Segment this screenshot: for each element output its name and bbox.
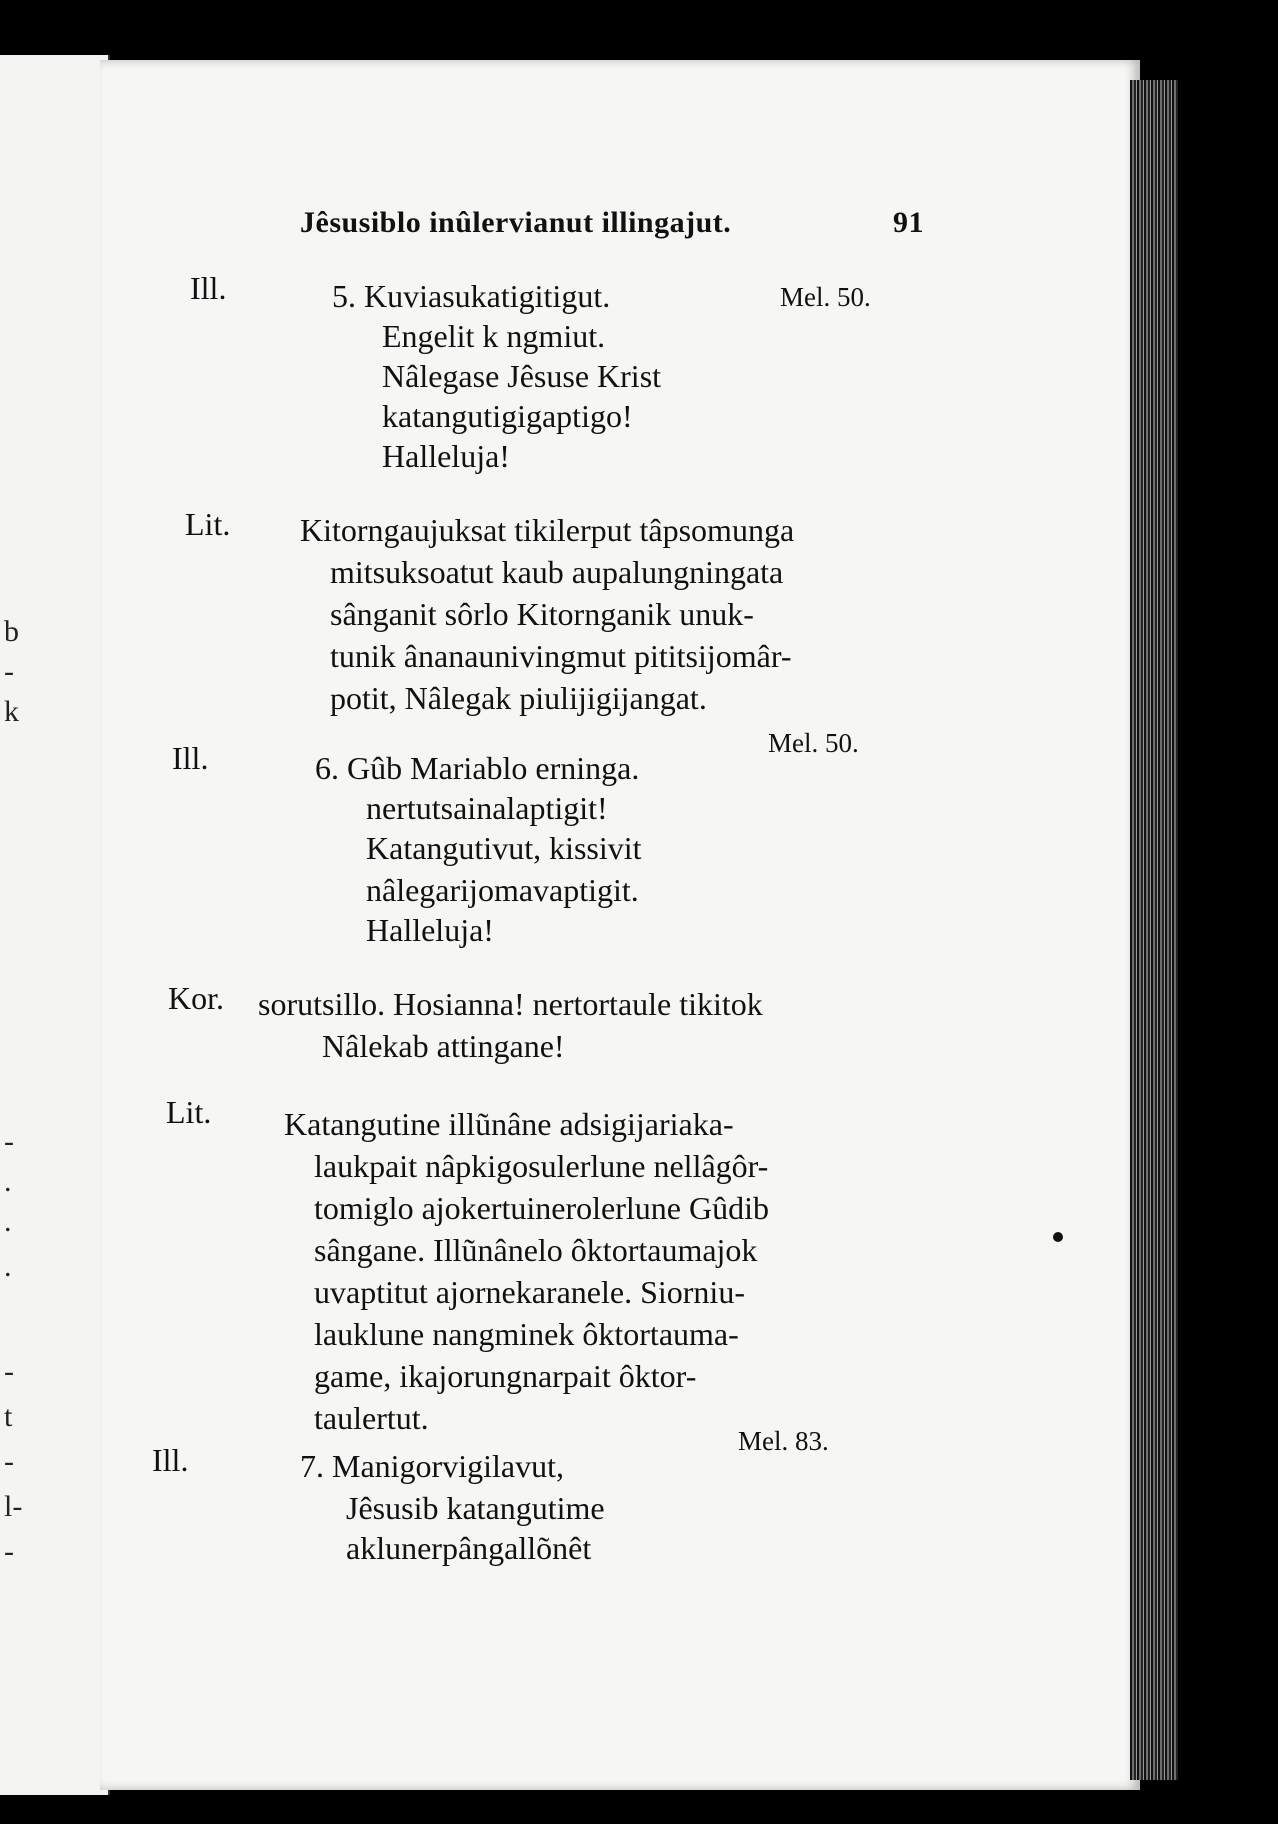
left-fragment: - [4, 1355, 14, 1388]
book-page [100, 60, 1140, 1790]
verse-line: Nâlegase Jêsuse Krist [382, 358, 662, 394]
running-header: Jêsusiblo inûlervianut illingajut. [300, 206, 732, 239]
page-stack-edge [1130, 80, 1178, 1780]
verse-line: katangutigigaptigo! [382, 398, 633, 434]
left-fragment: t [4, 1400, 13, 1433]
verse-line: nâlegarijomavaptigit. [366, 872, 639, 908]
liturgy-line: sângane. Illũnânelo ôktortaumajok [314, 1232, 758, 1268]
liturgy-line: tomiglo ajokertuinerolerlune Gûdib [314, 1190, 769, 1226]
verse-line: Jêsusib katangutime [346, 1490, 605, 1526]
section-label: Ill. [190, 270, 227, 306]
left-page-edge [0, 55, 110, 1795]
liturgy-line: mitsuksoatut kaub aupalungningata [330, 554, 784, 590]
verse-line: 5. Kuviasukatigitigut. [332, 278, 611, 314]
verse-line: Engelit k ngmiut. [382, 318, 606, 354]
left-fragment: - [4, 655, 14, 688]
chorus-line: Nâlekab attingane! [322, 1028, 565, 1064]
left-fragment: . [4, 1165, 12, 1198]
liturgy-line: potit, Nâlegak piulijigijangat. [330, 680, 707, 716]
melody-reference: Mel. 50. [780, 282, 871, 312]
liturgy-line: Kitorngaujuksat tikilerput tâpsomunga [300, 512, 795, 548]
verse-line: Halleluja! [366, 912, 494, 948]
liturgy-line: lauklune nangminek ôktortauma- [314, 1316, 739, 1352]
melody-reference: Mel. 83. [738, 1426, 829, 1456]
liturgy-line: tunik ânanaunivingmut pititsijomâr- [330, 638, 792, 674]
section-label: Lit. [185, 506, 231, 542]
left-fragment: - [4, 1445, 14, 1478]
verse-line: Katangutivut, kissivit [366, 830, 642, 866]
left-fragment: - [4, 1125, 14, 1158]
left-fragment: - [4, 1535, 14, 1568]
liturgy-line: laukpait nâpkigosulerlune nellâgôr- [314, 1148, 769, 1184]
left-fragment: . [4, 1250, 12, 1283]
section-label: Ill. [152, 1442, 189, 1478]
chorus-line: sorutsillo. Hosianna! nertortaule tikitok [258, 986, 763, 1022]
section-label: Ill. [172, 740, 209, 776]
verse-line: nertutsainalaptigit! [366, 790, 608, 826]
verse-line: Halleluja! [382, 438, 510, 474]
left-fragment: k [4, 695, 19, 728]
left-fragment: l- [4, 1490, 23, 1523]
ink-spot [1053, 1232, 1063, 1242]
liturgy-line: uvaptitut ajornekaranele. Siorniu- [314, 1274, 745, 1310]
liturgy-line: game, ikajorungnarpait ôktor- [314, 1358, 697, 1394]
liturgy-line: taulertut. [314, 1400, 429, 1436]
verse-line: 7. Manigorvigilavut, [300, 1448, 564, 1484]
melody-reference: Mel. 50. [768, 728, 859, 758]
section-label: Kor. [168, 980, 224, 1016]
page-number: 91 [893, 206, 924, 239]
verse-line: 6. Gûb Mariablo erninga. [315, 750, 640, 786]
left-fragment: . [4, 1205, 12, 1238]
liturgy-line: Katangutine illũnâne adsigijariaka- [284, 1106, 734, 1142]
verse-line: aklunerpângallõnêt [346, 1530, 592, 1566]
liturgy-line: sânganit sôrlo Kitornganik unuk- [330, 596, 754, 632]
section-label: Lit. [166, 1094, 212, 1130]
left-fragment: b [4, 615, 19, 648]
